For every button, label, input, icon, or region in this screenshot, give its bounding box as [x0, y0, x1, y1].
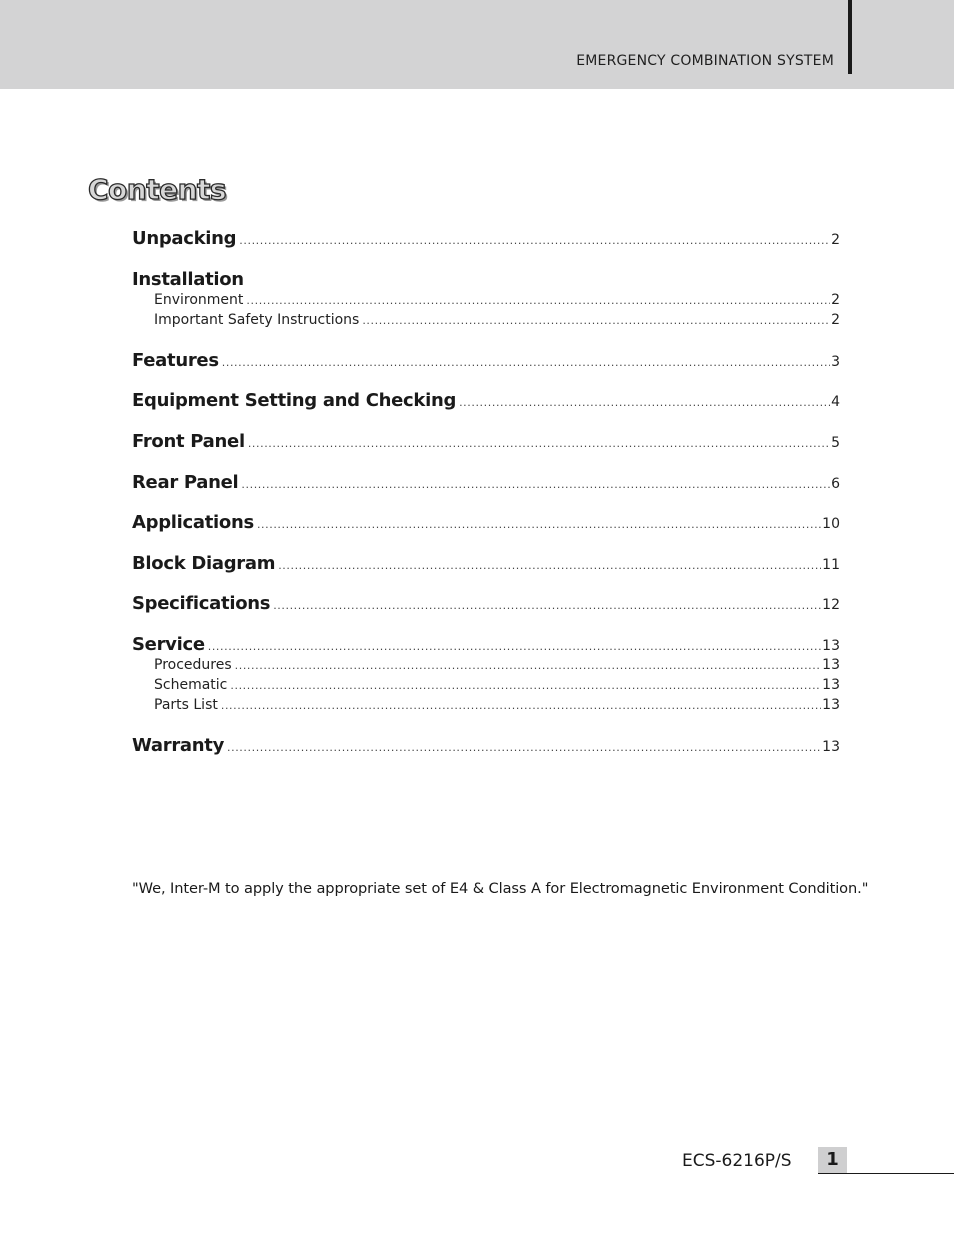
toc-entry-page: 13 — [822, 657, 840, 673]
toc-entry-title: Warranty — [132, 735, 225, 756]
header-divider-bar — [848, 0, 852, 74]
toc-subentry[interactable] — [154, 292, 840, 308]
toc-entry-title: Equipment Setting and Checking — [132, 390, 457, 411]
toc-entry-title: Front Panel — [132, 431, 245, 452]
toc-entry[interactable] — [132, 512, 840, 533]
footer-page-number: 1 — [818, 1147, 847, 1173]
dot-leader — [227, 741, 821, 754]
toc-entry-title: Unpacking — [132, 228, 237, 249]
dot-leader — [248, 437, 830, 450]
dot-leader — [222, 356, 830, 369]
toc-entry-page: 12 — [822, 597, 840, 613]
toc-entry-page: 11 — [822, 557, 840, 573]
dot-leader — [459, 396, 830, 409]
toc-entry-page: 2 — [831, 292, 840, 308]
toc-entry-title: Environment — [154, 292, 244, 308]
toc-entry-title: Procedures — [154, 657, 232, 673]
toc-entry-page: 6 — [831, 476, 840, 492]
toc-subentry[interactable] — [154, 312, 840, 328]
toc-entry-page: 10 — [822, 516, 840, 532]
toc-entry[interactable] — [132, 431, 840, 452]
dot-leader — [235, 659, 822, 672]
toc-entry-page: 3 — [831, 354, 840, 370]
toc-subentry[interactable] — [154, 697, 840, 713]
toc-entry[interactable] — [132, 228, 840, 249]
toc-entry-title: Schematic — [154, 677, 228, 693]
dot-leader — [273, 599, 821, 612]
page-heading: Contents — [88, 173, 227, 206]
toc-entry[interactable] — [132, 634, 840, 655]
toc-subentry[interactable] — [154, 657, 840, 673]
toc-entry-title: Service — [132, 634, 205, 655]
header-title: EMERGENCY COMBINATION SYSTEM — [576, 53, 834, 69]
dot-leader — [239, 234, 830, 247]
toc-entry[interactable] — [132, 269, 840, 290]
toc-entry-title: Block Diagram — [132, 553, 276, 574]
toc-entry-page: 2 — [831, 312, 840, 328]
toc-entry-title: Important Safety Instructions — [154, 312, 360, 328]
toc-entry-title: Specifications — [132, 593, 271, 614]
toc-entry[interactable] — [132, 735, 840, 756]
toc-entry-title: Features — [132, 350, 219, 371]
toc-entry-page: 13 — [822, 697, 840, 713]
dot-leader — [208, 640, 821, 653]
toc-entry-title: Installation — [132, 269, 244, 290]
toc-entry[interactable] — [132, 593, 840, 614]
emc-notice: "We, Inter-M to apply the appropriate set of E4 & Class A for Electromagnetic Environment Condition." — [132, 880, 869, 897]
toc-entry-title: Rear Panel — [132, 472, 239, 493]
toc-entry-page: 2 — [831, 232, 840, 248]
dot-leader — [278, 559, 821, 572]
dot-leader — [246, 294, 830, 307]
footer-model-number: ECS-6216P/S — [682, 1151, 792, 1171]
toc-entry-page: 13 — [822, 739, 840, 755]
toc-entry-page: 4 — [831, 394, 840, 410]
toc-entry[interactable] — [132, 350, 840, 371]
dot-leader — [362, 314, 830, 327]
dot-leader — [241, 478, 830, 491]
dot-leader — [221, 699, 821, 712]
toc-entry[interactable] — [132, 553, 840, 574]
footer-rule — [818, 1173, 954, 1174]
toc-entry[interactable] — [132, 472, 840, 493]
toc-entry[interactable] — [132, 390, 840, 411]
toc-subentry[interactable] — [154, 677, 840, 693]
dot-leader — [257, 518, 821, 531]
toc-entry-page: 13 — [822, 638, 840, 654]
toc-entry-title: Applications — [132, 512, 254, 533]
toc-entry-page: 13 — [822, 677, 840, 693]
dot-leader — [230, 679, 821, 692]
toc-entry-title: Parts List — [154, 697, 218, 713]
toc-entry-page: 5 — [831, 435, 840, 451]
header-band — [0, 0, 954, 89]
